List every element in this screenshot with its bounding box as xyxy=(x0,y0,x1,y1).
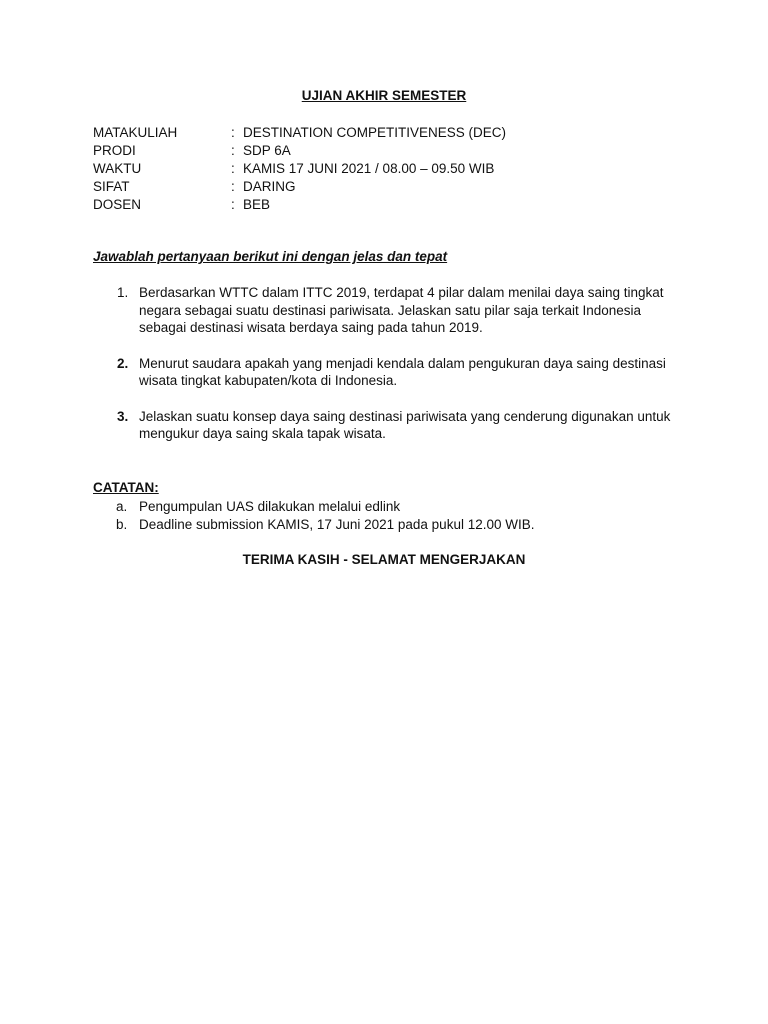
info-row-waktu xyxy=(93,160,693,178)
info-key: WAKTU xyxy=(93,161,142,176)
info-row-matakuliah xyxy=(93,124,693,142)
info-value: SDP 6A xyxy=(243,143,291,158)
note-item xyxy=(93,516,673,534)
exam-info-table xyxy=(93,124,693,214)
info-row-dosen xyxy=(93,196,693,214)
question-item xyxy=(93,408,673,443)
note-text: Pengumpulan UAS dilakukan melalui edlink xyxy=(139,499,401,514)
question-item xyxy=(93,284,673,337)
info-separator: : xyxy=(231,179,235,194)
info-separator: : xyxy=(231,143,235,158)
info-value: KAMIS 17 JUNI 2021 / 08.00 – 09.50 WIB xyxy=(243,161,495,176)
info-separator: : xyxy=(231,125,235,140)
question-number: 3. xyxy=(117,408,129,424)
document-title: UJIAN AKHIR SEMESTER xyxy=(301,88,467,103)
info-value: BEB xyxy=(243,197,271,212)
question-item xyxy=(93,355,673,390)
info-key: SIFAT xyxy=(93,179,130,194)
question-text: Menurut saudara apakah yang menjadi kendala dalam pengukuran daya saing destinasi wisata tingkat kabupaten/kota di Indonesia. xyxy=(139,355,666,388)
info-key: PRODI xyxy=(93,143,136,158)
question-number: 2. xyxy=(117,355,129,371)
note-letter: a. xyxy=(116,499,128,514)
closing-message: TERIMA KASIH - SELAMAT MENGERJAKAN xyxy=(242,552,526,567)
info-separator: : xyxy=(231,197,235,212)
info-value: DARING xyxy=(243,179,296,194)
info-value: DESTINATION COMPETITIVENESS (DEC) xyxy=(243,125,507,140)
info-key: MATAKULIAH xyxy=(93,125,178,140)
notes-list xyxy=(93,498,673,533)
info-key: DOSEN xyxy=(93,197,142,212)
question-text: Jelaskan suatu konsep daya saing destinasi pariwisata yang cenderung digunakan untuk mengukur daya saing skala tapak wisata. xyxy=(139,408,671,441)
note-item xyxy=(93,498,673,516)
info-row-prodi xyxy=(93,142,693,160)
info-row-sifat xyxy=(93,178,693,196)
question-list xyxy=(93,284,673,461)
question-text: Berdasarkan WTTC dalam ITTC 2019, terdapat 4 pilar dalam menilai daya saing tingkat negara sebagai suatu destinasi pariwisata. Jelaskan satu pilar saja terkait Indonesia sebagai destinasi wisata berdaya saing pada tahun 2019. xyxy=(139,285,664,335)
notes-heading: CATATAN: xyxy=(93,480,159,495)
question-number: 1. xyxy=(117,285,129,300)
note-letter: b. xyxy=(116,516,128,532)
instruction-heading: Jawablah pertanyaan berikut ini dengan jelas dan tepat xyxy=(93,249,448,264)
info-separator: : xyxy=(231,161,235,176)
note-text: Deadline submission KAMIS, 17 Juni 2021 pada pukul 12.00 WIB. xyxy=(139,516,535,532)
